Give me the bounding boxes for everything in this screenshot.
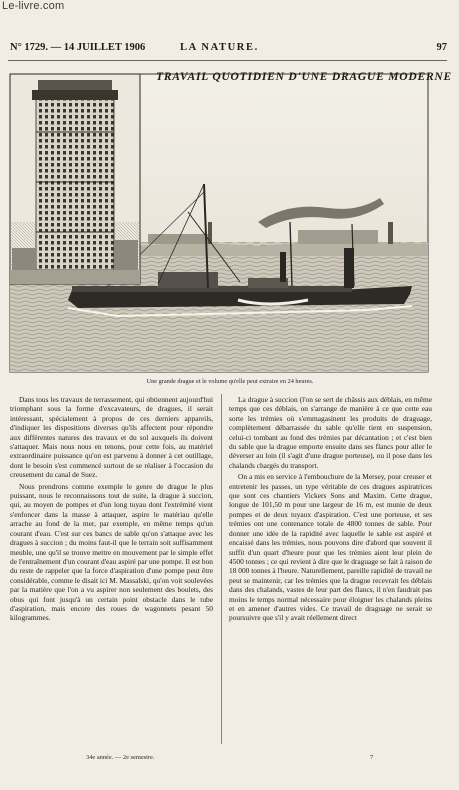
engraving-figure xyxy=(8,72,430,376)
running-header xyxy=(10,40,447,56)
page-number: 97 xyxy=(436,42,447,53)
footer-signature: 7 xyxy=(370,754,374,761)
paragraph: La drague à succion (l'on se sert de châssis aux déblais, en même temps que ces déblais, on s'arrange de manière à ce que cette eau sorte les trémies où s'emmagasinent les produits de draguage, complètement débarrassée du sable qu'elle tient en suspension, celui-ci tombant au fond des trémies par décantation ; et c'est bien du sable que la drague emporte ensuite dans ses flancs pour aller le déverser au loin (il s'agit d'une drague porteuse), ou il pose dans les chalands chargés du transport. xyxy=(229,395,432,470)
journal-title: LA NATURE. xyxy=(180,42,259,53)
column-divider xyxy=(221,394,222,744)
text-column-left xyxy=(10,395,213,623)
header-rule xyxy=(8,60,447,61)
building-inset xyxy=(10,74,140,284)
figure-caption: Une grande drague et le volume qu'elle peut extraire en 24 heures. xyxy=(146,378,314,385)
paragraph: Dans tous les travaux de terrassement, qui obtiennent aujourd'hui triomphant sous la forme d'excavateurs, de dragues, il serait intéressant, spécialement à propos de ces derniers appareils, d'indiquer les dispositions diverses qu'ils affectent pour répondre aux différentes natures des travaux et du sol auxquels ils doivent s'attaquer. Mais nous nous en tenons, pour cette fois, au matériel extraordinaire puissance qu'on est parvenu à donner à cet outillage, dont le besoin s'est commencé surtout de se réaliser à l'occasion du creusement du canal de Suez. xyxy=(10,395,213,480)
paragraph: On a mis en service à l'embouchure de la Mersey, pour creuser et entretenir les passes, un type véritable de ces dragues aspiratrices que sont ces chantiers Vickers Sons and Maxim. Cette drague, longue de 101,50 m pour une largeur de 16 m, est munie de deux pompes et de deux tuyaux d'aspiration. C'est une porteuse, et ses trémies ont une contenance totale de 4800 tonnes de sable. Pour donner une idée de la rapidité avec laquelle le sable est aspiré et encaissé dans les trémies, nous pouvons dire d'abord que souvent il suffit d'un quart d'heure pour que les trémies aient leur plein de 4500 tonnes ; ce qui revient à dire que le draguage se fait à raison de 18 000 tonnes à l'heure. Naturellement, pareille rapidité de travail ne peut se maintenir, car les trémies que la drague recevrait les déblais dans des chalands, vastes de leur part des flancs, il n'en faudrait pas moins le temps normal nécessaire pour éloigner les chalands pleins et en amener d'autres vides. Ce travail de draguage ne serait se poursuivre que s'il y avait réellement direct xyxy=(229,472,432,623)
issue-number: N° 1729. — 14 JUILLET 1906 xyxy=(10,42,146,53)
footer-volume: 34e année. — 2e semestre. xyxy=(86,754,155,761)
article-title: TRAVAIL QUOTIDIEN D'UNE DRAGUE MODERNE xyxy=(156,71,453,83)
text-column-right xyxy=(229,395,432,623)
watermark: Le-livre.com xyxy=(2,0,65,12)
paragraph: Nous prendrons comme exemple le genre de drague le plus puissant, nous le reconnaissons tout de suite, la drague à succion, qui, au moyen de pompes et d'un long tuyau dont l'extrémité vient s'enfoncer dans la masse à attaquer, aspire le matériau qu'elle arrache au fond de la mer, par exemple, en même temps qu'un courant d'eau. C'est sur ces bancs de sable qu'on s'attaque avec les dragues à succion ; du moins faut-il que le terrain soit suffisamment meuble, une qu'il se trouve mettre en mouvement par le simple effet de l'entraînement d'un courant d'eau aspiré par une pompe. Il est bon du reste de rappeler que la force d'aspiration d'une pompe peut être considérable, comme le disait ici M. Massalski, qu'on voit soulevées par la matière que l'on a vu aspirer non seulement des boulets, des obus qui font jusqu'à un certain point obstacle dans le tube d'aspiration, mais encore des roues de wagonnets pesant 50 kilogrammes. xyxy=(10,481,213,623)
